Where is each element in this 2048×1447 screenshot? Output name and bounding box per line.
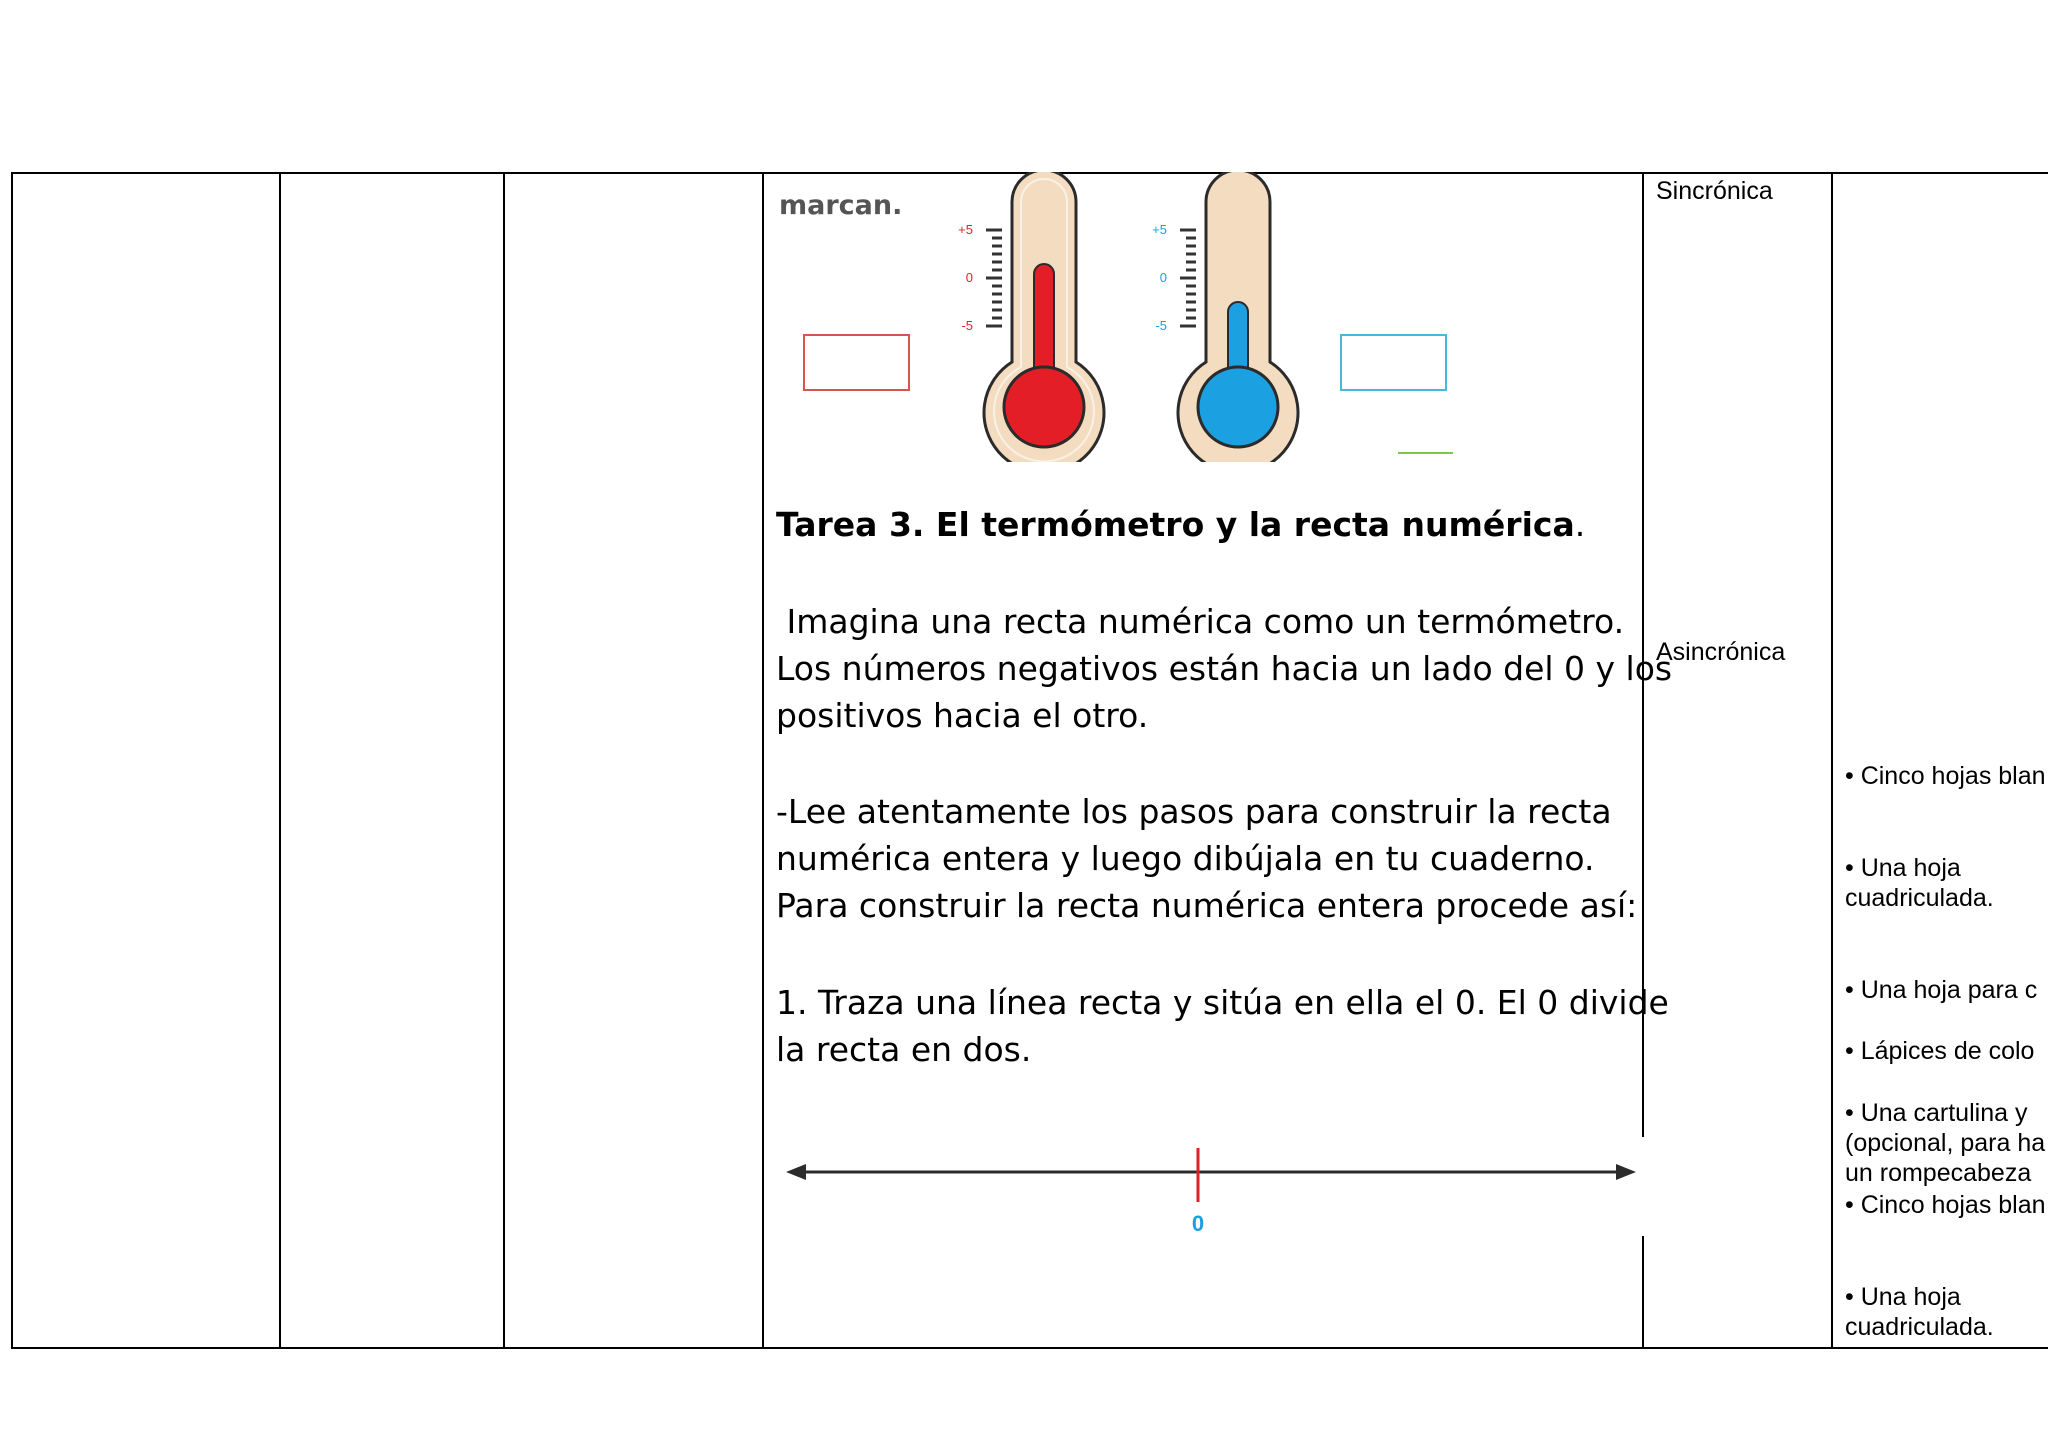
modality-sync: Sincrónica <box>1656 177 1773 205</box>
blue-thermometer <box>1152 172 1298 462</box>
modality-async: Asincrónica <box>1656 638 1786 666</box>
red-tick-minus5: -5 <box>961 318 973 333</box>
red-answer-box <box>804 335 909 390</box>
step1-line-1: 1. Traza una línea recta y sitúa en ella el 0. El 0 divide <box>776 983 1669 1022</box>
steps-intro-line-2: numérica entera y luego dibújala en tu cuaderno. <box>776 839 1595 878</box>
blue-tick-plus5: +5 <box>1152 222 1167 237</box>
intro-line-1: Imagina una recta numérica como un termómetro. <box>776 602 1625 641</box>
material-item-6: • Cinco hojas blan <box>1845 1191 2046 1219</box>
zero-label: 0 <box>1191 1211 1205 1236</box>
red-tick-plus5: +5 <box>958 222 973 237</box>
number-line <box>780 1130 1640 1240</box>
column-divider-1 <box>279 172 281 1349</box>
material-item-5: • Una cartulina y (opcional, para ha un rompecabeza <box>1845 1099 2046 1187</box>
red-thermometer <box>958 172 1104 462</box>
blue-tick-minus5: -5 <box>1155 318 1167 333</box>
steps-intro-line-1: -Lee atentamente los pasos para construir la recta <box>776 792 1612 831</box>
steps-intro-line-3: Para construir la recta numérica entera procede así: <box>776 886 1638 925</box>
material-item-1: • Cinco hojas blan <box>1845 762 2046 790</box>
column-divider-3 <box>762 172 764 1349</box>
figure-caption-tail: marcan. <box>779 190 903 221</box>
column-divider-4-lower <box>1642 1236 1644 1349</box>
step1-line-2: la recta en dos. <box>776 1030 1032 1069</box>
material-item-4: • Lápices de colo <box>1845 1037 2035 1065</box>
left-arrow-icon <box>786 1164 806 1180</box>
red-tick-0: 0 <box>965 270 973 285</box>
material-item-3: • Una hoja para c <box>1845 976 2038 1004</box>
material-item-7: • Una hoja cuadriculada. <box>1845 1283 1994 1341</box>
right-arrow-icon <box>1616 1164 1636 1180</box>
column-divider-2 <box>503 172 505 1349</box>
task-title: Tarea 3. El termómetro y la recta numérica. <box>776 505 1586 544</box>
intro-line-2: Los números negativos están hacia un lado del 0 y los <box>776 649 1673 688</box>
blue-answer-box <box>1341 335 1446 390</box>
column-divider-5 <box>1831 172 1833 1349</box>
intro-line-3: positivos hacia el otro. <box>776 696 1149 735</box>
blue-tick-0: 0 <box>1159 270 1167 285</box>
material-item-2: • Una hoja cuadriculada. <box>1845 854 1994 912</box>
thermometers-illustration <box>770 172 1490 462</box>
